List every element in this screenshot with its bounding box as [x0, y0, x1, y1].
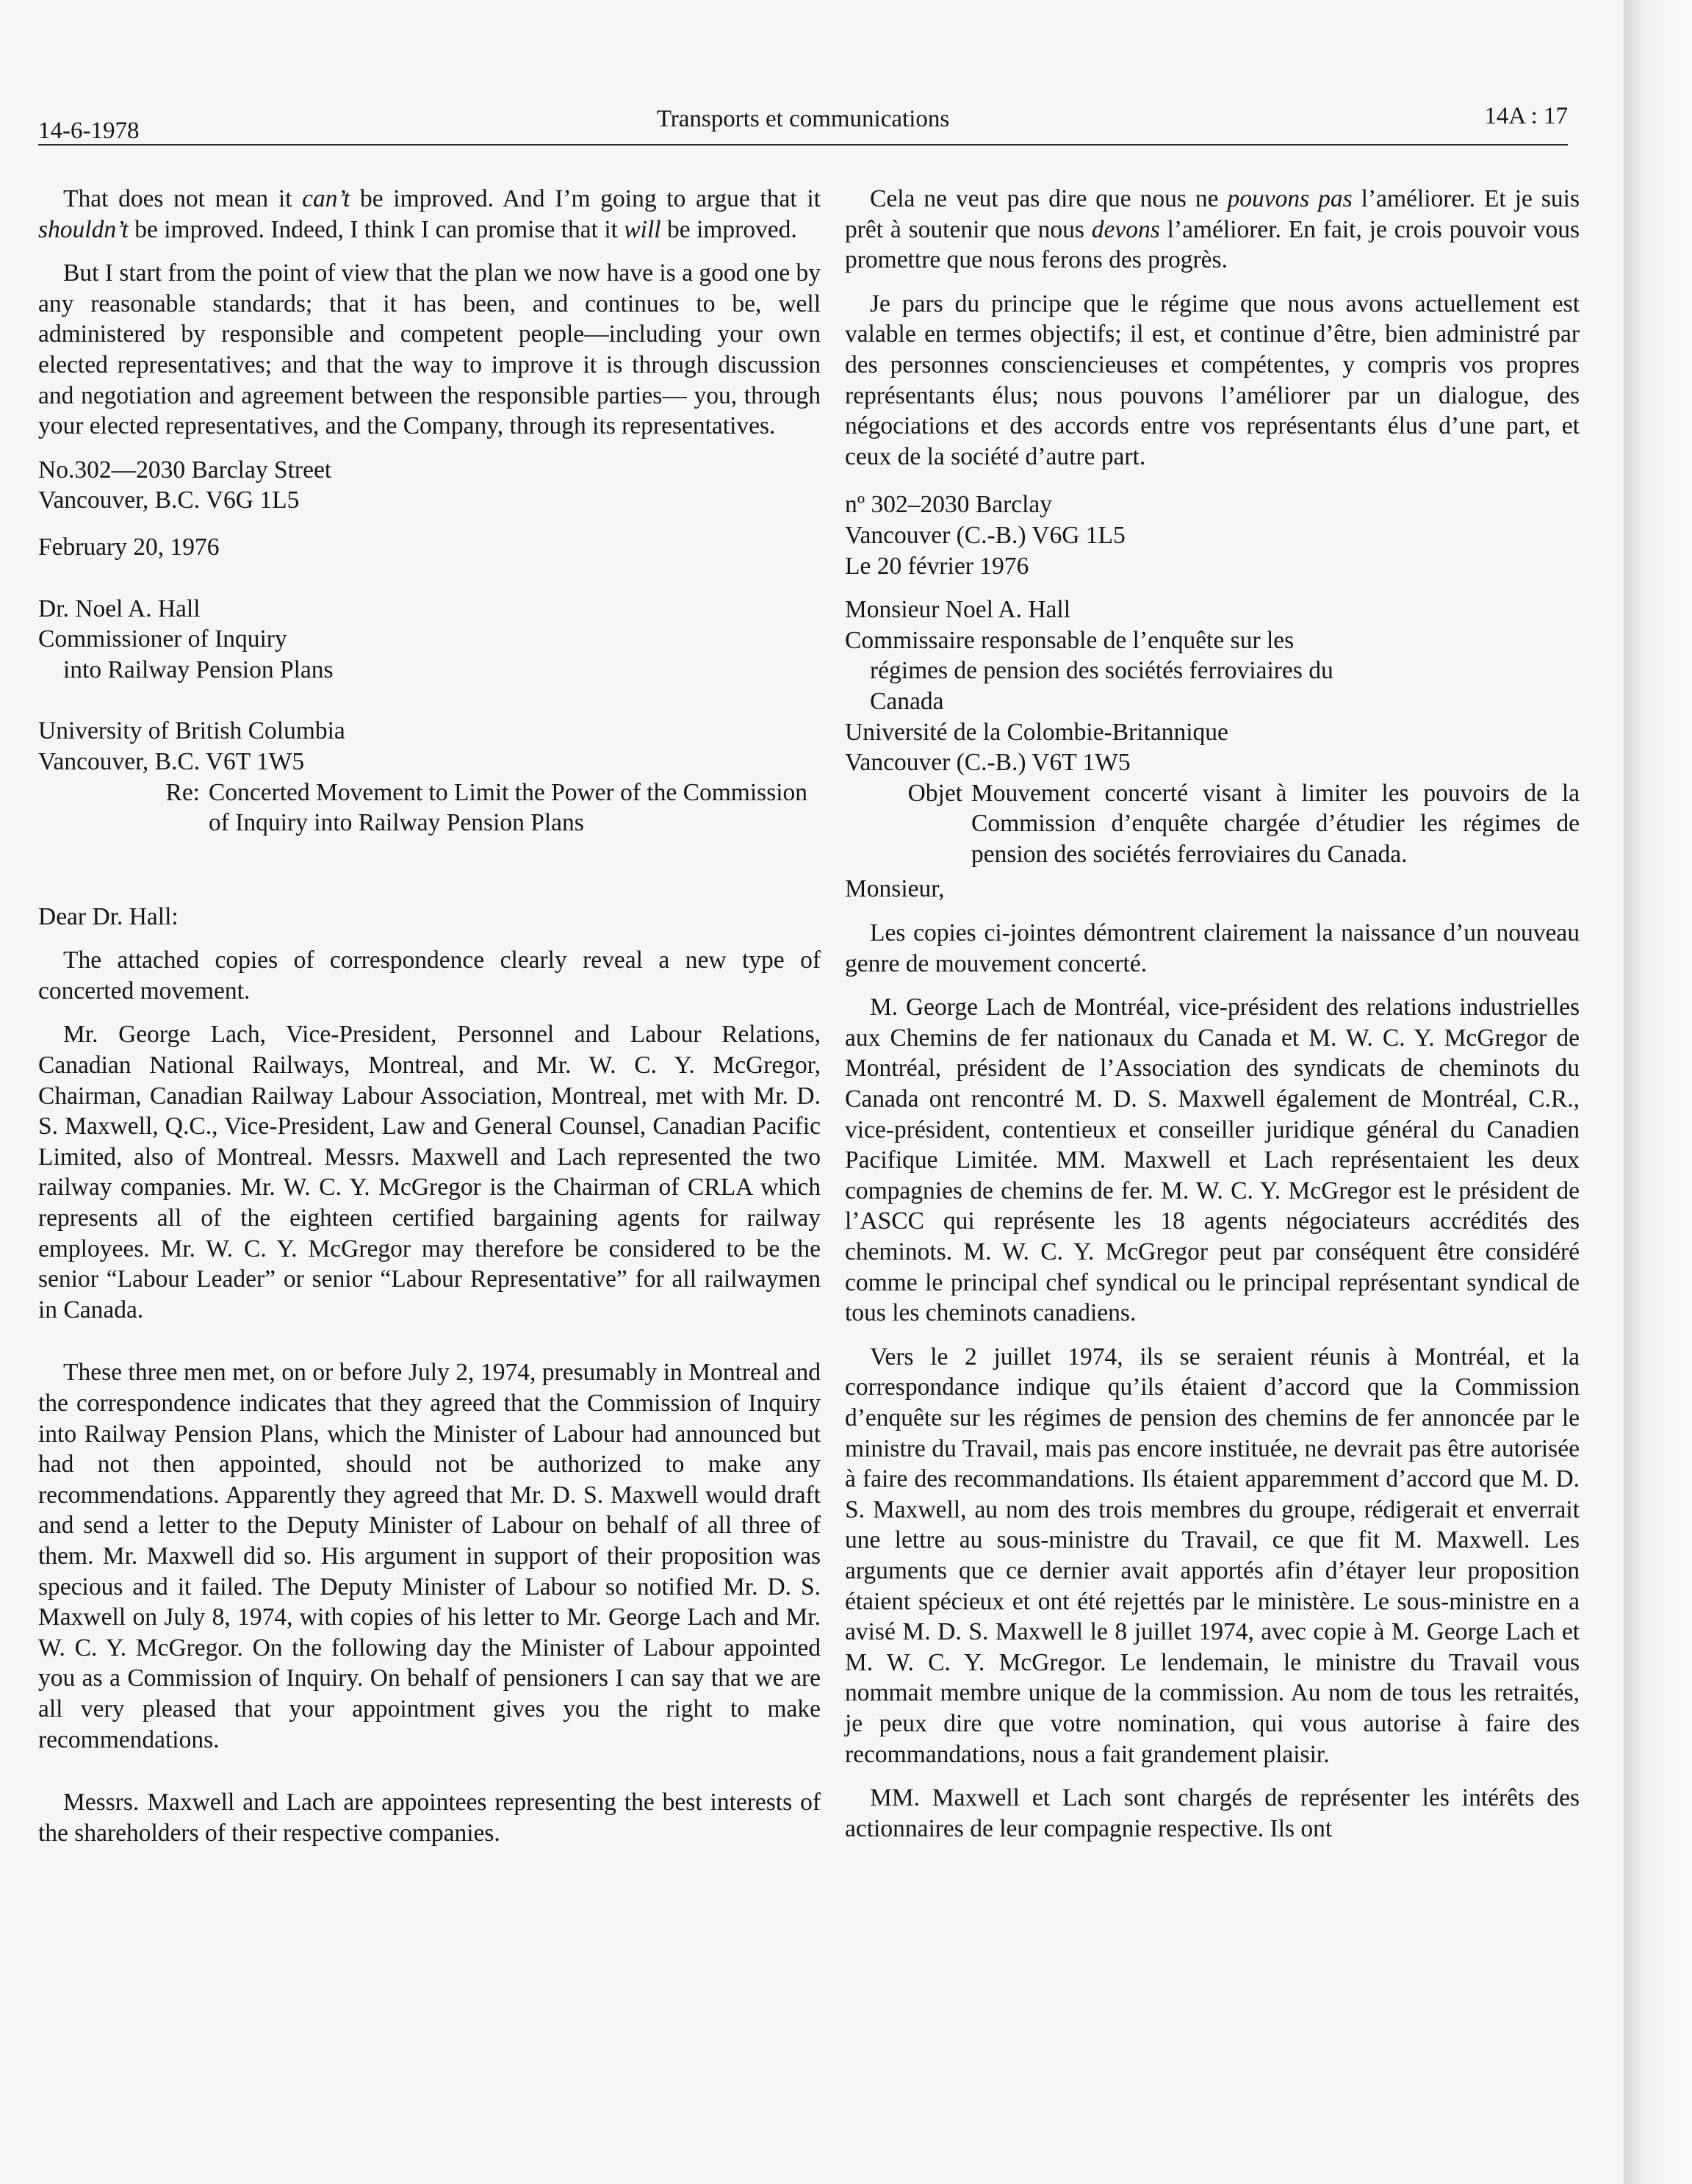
en-subject-text: Concerted Movement to Limit the Power of the Commission of Inquiry into Railway Pension Plans — [209, 778, 808, 837]
en-address-line-1: No.302—2030 Barclay Street — [38, 456, 332, 484]
en-salutation: Dear Dr. Hall: — [38, 902, 179, 930]
french-column — [845, 184, 1580, 1844]
en-paragraph-4: Mr. George Lach, Vice-President, Personnel and Labour Relations, Canadian National Railways, Montreal, and Mr. W. C. Y. McGregor, Chairman, Canadian Railway Labour Association, Montreal, met with Mr. D. S. Maxwell, Q.C., Vice-President, Law and General Counsel, Canadian Pacific Limited, also of Montreal. Messrs. Maxwell and Lach represented the two railway companies. Mr. W. C. Y. McGregor is the Chairman of CRLA which represents all of the eighteen certified bargaining agents for railway employees. Mr. W. C. Y. McGregor may therefore be considered to be the senior “Labour Leader” or senior “Labour Representative” for all railwaymen in Canada. — [38, 1021, 821, 1323]
en-recipient-title: Commissioner of Inquiry — [38, 625, 287, 653]
header-title: Transports et communications — [656, 106, 950, 132]
fr-paragraph-4: M. George Lach de Montréal, vice-président des relations industrielles aux Chemins de fer nationaux du Canada et M. W. C. Y. McGregor de Montréal, président de l’Association des syndicats de cheminots du Canada ont rencontré M. D. S. Maxwell également de Montréal, C.R., vice-président, contentieux et conseiller juridique général du Canadien Pacifique Limitée. MM. Maxwell et Lach représentaient les deux compagnies de chemins de fer. M. W. C. Y. McGregor est le président de l’ASCC qui représente les 18 agents négociateurs accrédités des cheminots. M. W. C. Y. McGregor peut par conséquent être considéré comme le principal chef syndical ou le principal représentant syndical de tous les cheminots canadiens. — [845, 994, 1580, 1327]
running-header — [38, 101, 1568, 146]
fr-paragraph-3: Les copies ci-jointes démontrent clairement la naissance d’un nouveau genre de mouvement concerté. — [845, 919, 1580, 977]
fr-subject-text: Mouvement concerté visant à limiter les pouvoirs de la Commission d’enquête chargée d’étudier les régimes de pension des sociétés ferroviaires du Canada. — [971, 779, 1580, 868]
en-paragraph-6: Messrs. Maxwell and Lach are appointees representing the best interests of the shareholders of their respective companies. — [38, 1789, 821, 1847]
en-letter-heading — [38, 455, 821, 563]
fr-recipient-city: Vancouver (C.-B.) V6T 1W5 — [845, 749, 1131, 777]
en-recipient-title-2: into Railway Pension Plans — [63, 655, 334, 683]
english-column — [38, 184, 821, 1848]
fr-address-line-2: Vancouver (C.-B.) V6G 1L5 — [845, 521, 1126, 549]
en-recipient-name: Dr. Noel A. Hall — [38, 595, 201, 622]
en-address-line-2: Vancouver, B.C. V6G 1L5 — [38, 486, 300, 514]
fr-subject-label: Objet — [907, 779, 962, 807]
fr-letter-date: Le 20 février 1976 — [845, 552, 1029, 580]
fr-recipient-name: Monsieur Noel A. Hall — [845, 596, 1071, 624]
en-paragraph-2: But I start from the point of view that the plan we now have is a good one by any reasonable standards; that it has been, and continues to be, well administered by responsible and competent people—including your own elected representatives; and that the way to improve it is through discussion and negotiation and agreement between the responsible parties— you, through your elected representatives, and the Company, through its representatives. — [38, 259, 821, 440]
fr-paragraph-2: Je pars du principe que le régime que nous avons actuellement est valable en termes objectifs; il est, et continue d’être, bien administré par des personnes consciencieuses et compétentes, y compris vos propres représentants élus; nous pouvons l’améliorer par un dialogue, des négociations et des accords entre vos représentants élus d’une part, et ceux de la société d’autre part. — [845, 290, 1580, 470]
en-paragraph-5: These three men met, on or before July 2, 1974, presumably in Montreal and the correspondence indicates that they agreed that the Commission of Inquiry into Railway Pension Plans, which the Minister of Labour had announced but had not then appointed, should not be authorized to make any recommendations. Apparently they agreed that Mr. D. S. Maxwell would draft and send a letter to the Deputy Minister of Labour on behalf of all three of them. Mr. Maxwell did so. His argument in support of their proposition was specious and it failed. The Deputy Minister of Labour so notified Mr. D. S. Maxwell on July 8, 1974, with copies of his letter to Mr. George Lach and Mr. W. C. Y. McGregor. On the following day the Minister of Labour appointed you as a Commission of Inquiry. On behalf of pensioners I can say that we are all very pleased that your appointment gives you the right to make recommendations. — [38, 1359, 821, 1753]
page-edge-shadow — [1624, 0, 1692, 2184]
header-rule — [38, 144, 1568, 146]
en-recipient-institution: University of British Columbia — [38, 717, 345, 745]
fr-salutation: Monsieur, — [845, 875, 945, 903]
fr-recipient — [845, 595, 1580, 778]
fr-paragraph-6: MM. Maxwell et Lach sont chargés de représenter les intérêts des actionnaires de leur compagnie respective. Ils ont — [845, 1784, 1580, 1842]
en-subject-label: Re: — [165, 778, 200, 806]
en-recipient-city: Vancouver, B.C. V6T 1W5 — [38, 747, 305, 775]
fr-subject-line — [845, 778, 1580, 870]
fr-recipient-title: Commissaire responsable de l’enquête sur les régimes de pension des sociétés ferroviaires du Canada — [845, 626, 1333, 715]
fr-address-line-1: nº 302–2030 Barclay — [845, 491, 1053, 519]
en-letter-date: February 20, 1976 — [38, 533, 220, 561]
en-paragraph-3: The attached copies of correspondence clearly reveal a new type of concerted movement. — [38, 946, 821, 1005]
fr-paragraph-1: Cela ne veut pas dire que nous ne pouvons pas l’améliorer. Et je suis prêt à soutenir que nous devons l’améliorer. En fait, je crois pouvoir vous promettre que nous ferons des progrès. — [845, 185, 1580, 274]
en-recipient — [38, 594, 821, 777]
en-subject-line — [38, 777, 821, 838]
en-paragraph-1: That does not mean it can’t be improved. And I’m going to argue that it shouldn’t be improved. Indeed, I think I can promise that it will be improved. — [38, 185, 821, 243]
header-page-number: 14A : 17 — [1484, 103, 1568, 129]
fr-recipient-institution: Université de la Colombie-Britannique — [845, 718, 1228, 746]
fr-letter-heading — [845, 489, 1580, 581]
header-date: 14-6-1978 — [38, 118, 140, 144]
fr-paragraph-5: Vers le 2 juillet 1974, ils se seraient réunis à Montréal, et la correspondance indique qu’ils étaient d’accord que la Commission d’enquête sur les régimes de pension des chemins de fer annoncée par le ministre du Travail, mais pas encore instituée, ne devrait pas être autorisée à faire des recommandations. Ils étaient apparemment d’accord que M. D. S. Maxwell, au nom des trois membres du groupe, rédigerait et enverrait une lettre au sous-ministre du Travail, ce que fit M. Maxwell. Les arguments que ce dernier avait apportés afin d’étayer leur proposition étaient spécieux et ont été rejettés par le ministère. Le sous-ministre en a avisé M. D. S. Maxwell le 8 juillet 1974, avec copie à M. George Lach et M. W. C. Y. McGregor. Le lendemain, le ministre du Travail vous nommait membre unique de la commission. Au nom de tous les retraités, je peux dire que votre nomination, qui vous autorise à faire des recommandations, nous a fait grandement plaisir. — [845, 1343, 1580, 1768]
